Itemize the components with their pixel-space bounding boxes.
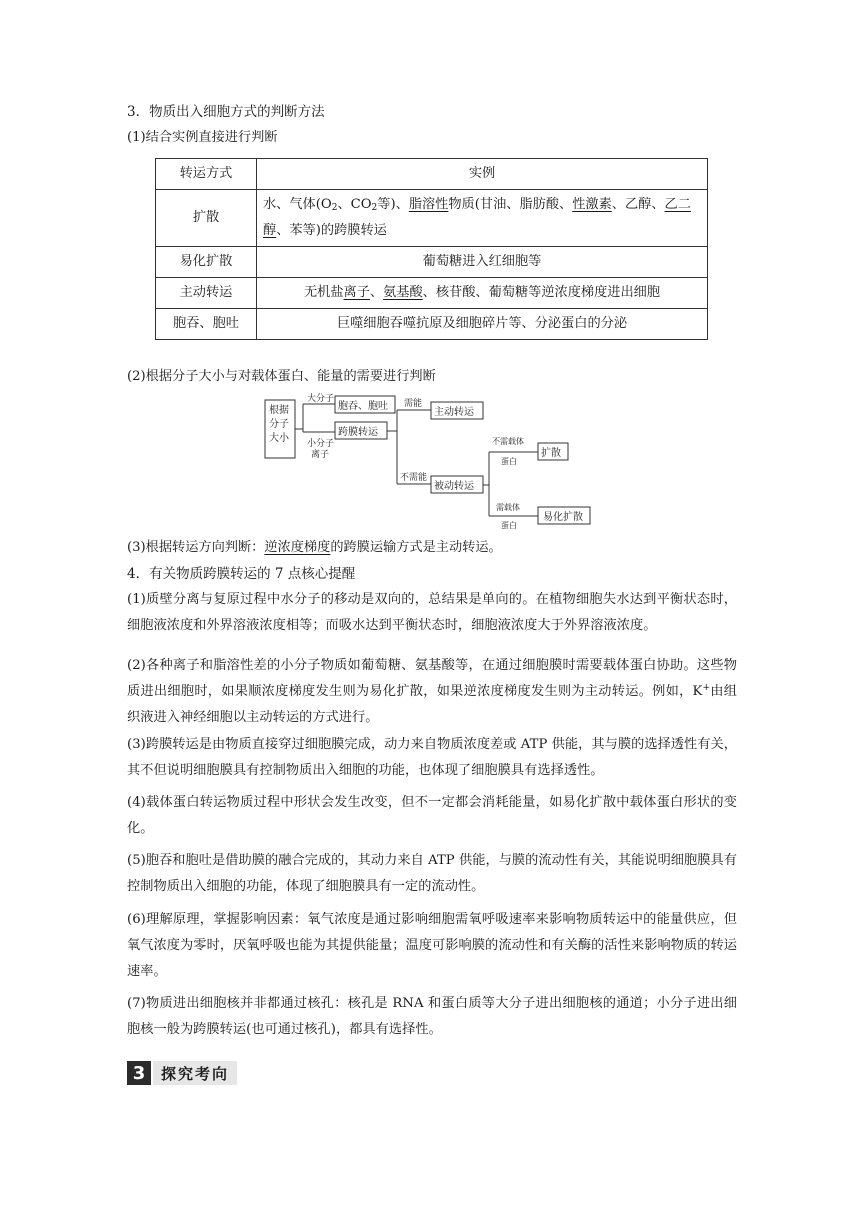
table-cell-method: 胞吞、胞吐	[156, 309, 257, 340]
reminder-5: (5)胞吞和胞吐是借助膜的融合完成的，其动力来自 ATP 供能，与膜的流动性有关，其能说明细胞膜具有控制物质出入细胞的功能，体现了细胞膜具有一定的流动性。	[127, 853, 737, 894]
small-molecule-label-1: 小分子	[307, 439, 335, 449]
big-molecule-label: 大分子	[307, 394, 335, 404]
table-cell-method: 主动转运	[156, 278, 257, 309]
table-cell-example: 葡萄糖进入红细胞等	[257, 247, 708, 278]
section-3-heading: 3．物质出入细胞方式的判断方法	[127, 104, 325, 120]
endocytosis-label: 胞吞、胞吐	[338, 401, 388, 412]
active-transport-label: 主动转运	[434, 407, 474, 418]
badge-number: 3	[127, 1061, 151, 1085]
subheading-3: (3)根据转运方向判断：逆浓度梯度的跨膜运输方式是主动转运。	[127, 540, 502, 555]
transport-methods-table	[155, 158, 708, 340]
subheading-1: (1)结合实例直接进行判断	[127, 130, 278, 145]
table-cell-example: 巨噬细胞吞噬抗原及细胞碎片等、分泌蛋白的分泌	[257, 309, 708, 340]
no-energy-label: 不需能	[400, 473, 428, 483]
table-cell-example: 水、气体($O_2$、$CO_2$等)、脂溶性物质(甘油、脂肪酸、性激素、乙醇、乙二醇、苯等)的跨膜转运	[257, 190, 708, 247]
subheading-2: (2)根据分子大小与对载体蛋白、能量的需要进行判断	[127, 369, 436, 384]
reminder-1: (1)质壁分离与复原过程中水分子的移动是双向的，总结果是单向的。在植物细胞失水达到平衡状态时，细胞液浓度和外界溶液浓度相等；而吸水达到平衡状态时，细胞液浓度大于外界溶液浓度。	[127, 592, 737, 633]
table-cell-example: 无机盐离子、氨基酸、核苷酸、葡萄糖等逆浓度梯度进出细胞	[257, 278, 708, 309]
badge-label: 探究考向	[153, 1061, 237, 1085]
table-row	[156, 190, 708, 247]
diffusion-label: 扩散	[541, 448, 561, 459]
table-row	[156, 247, 708, 278]
root-label-3: 大小	[269, 433, 289, 444]
reminder-2: (2)各种离子和脂溶性差的小分子物质如葡萄糖、氨基酸等，在通过细胞膜时需要载体蛋白协助。这些物质进出细胞时，如果顺浓度梯度发生则为易化扩散，如果逆浓度梯度发生则为主动转运。例如，K+由组织液进入神经细胞以主动转运的方式进行。	[127, 658, 737, 725]
need-carrier-label-1: 需载体	[496, 503, 520, 512]
table-row	[156, 278, 708, 309]
small-molecule-label-2: 离子	[311, 450, 330, 460]
root-label-2: 分子	[269, 419, 289, 430]
transmembrane-label: 跨膜转运	[338, 427, 378, 438]
facilitated-diffusion-label: 易化扩散	[543, 512, 583, 523]
need-energy-label: 需能	[404, 399, 423, 409]
table-cell-method: 扩散	[156, 190, 257, 247]
passive-transport-label: 被动转运	[434, 481, 474, 492]
section-badge	[127, 1060, 237, 1086]
reminder-4: (4)载体蛋白转运物质过程中形状会发生改变，但不一定都会消耗能量，如易化扩散中载体蛋白形状的变化。	[127, 795, 737, 836]
no-carrier-label-1: 不需载体	[492, 437, 524, 446]
root-label-1: 根据	[269, 405, 289, 416]
table-header-example: 实例	[257, 159, 708, 190]
reminder-6: (6)理解原理，掌握影响因素：氧气浓度是通过影响细胞需氧呼吸速率来影响物质转运中的能量供应，但氧气浓度为零时，厌氧呼吸也能为其提供能量；温度可影响膜的流动性和有关酶的活性来影响物质的转运速率。	[127, 912, 737, 979]
section-4-heading: 4．有关物质跨膜转运的 7 点核心提醒	[127, 566, 356, 582]
reminder-3: (3)跨膜转运是由物质直接穿过细胞膜完成，动力来自物质浓度差或 ATP 供能，其与膜的选择透性有关，其不但说明细胞膜具有控制物质出入细胞的功能，也体现了细胞膜具有选择透性。	[127, 737, 737, 778]
table-header-method: 转运方式	[156, 159, 257, 190]
table-cell-method: 易化扩散	[156, 247, 257, 278]
transport-decision-diagram	[263, 392, 603, 532]
reminder-7: (7)物质进出细胞核并非都通过核孔：核孔是 RNA 和蛋白质等大分子进出细胞核的通道；小分子进出细胞核一般为跨膜转运(也可通过核孔)，都具有选择性。	[127, 996, 737, 1037]
table-row	[156, 309, 708, 340]
table-header-row	[156, 159, 708, 190]
no-carrier-label-2: 蛋白	[501, 457, 517, 466]
need-carrier-label-2: 蛋白	[501, 521, 517, 530]
